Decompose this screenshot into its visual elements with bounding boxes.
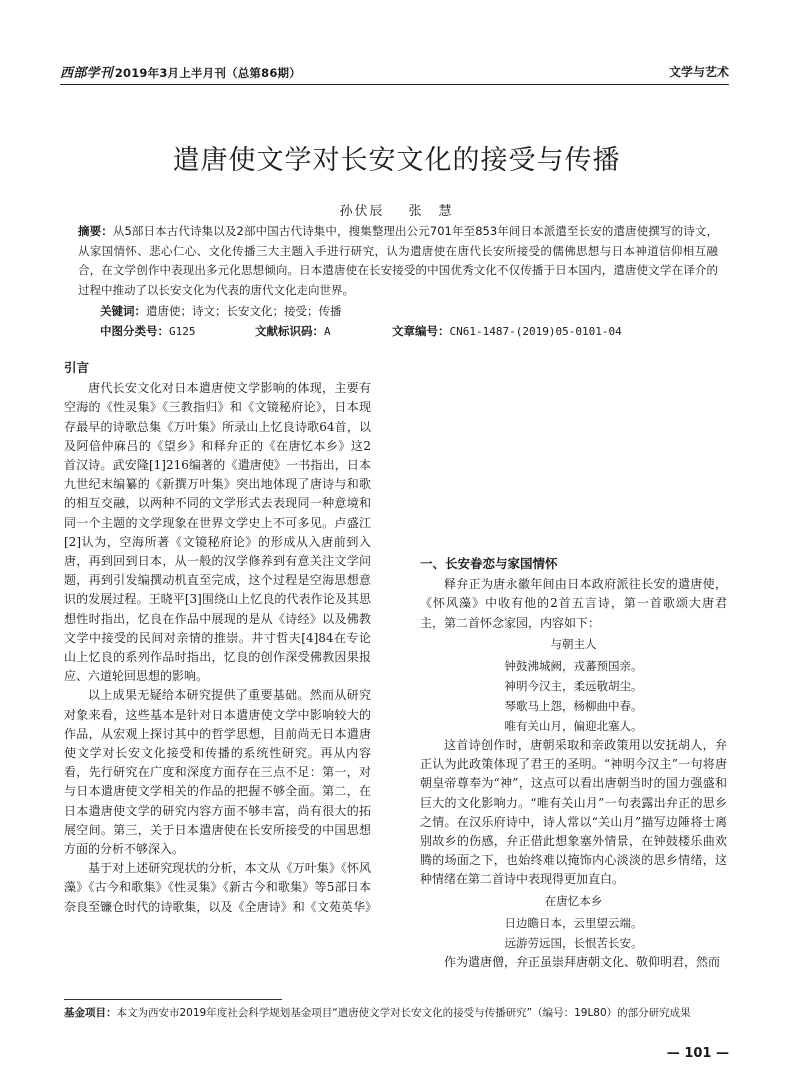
poem-line: 琴歌马上怨，杨柳曲中春。 [504,699,643,714]
footnote-text: 本文为西安市2019年度社会科学规划基金项目“遣唐使文学对长安文化的接受与传播研究”（编号：19L80）的部分研究成果 [116,1007,691,1019]
article-title: 遣唐使文学对长安文化的接受与传播 [172,145,621,176]
footnote-label: 基金项目： [64,1007,117,1019]
body-column-right [420,358,727,972]
abstract-text: 从5部日本古代诗集以及2部中国古代诗集中，搜集整理出公元701年至853年间日本派遣至长安的遣唐使撰写的诗文，从家国情怀、悲心仁心、文化传播三大主题入手进行研究，认为遣唐使在唐代长安所接受的儒佛思想与日本神道信仰相互融合，在文学创作中表现出多元化思想倾向。日本遣唐使在长安接受的中国优秀文化不仅传播于日本国内，遣唐使文学在译介的过程中推动了以长安文化为代表的唐代文化走向世界。 [78,224,719,297]
poem-line: 日边瞻日本，云里望云端。 [504,915,643,930]
intro-paragraph-1: 唐代长安文化对日本遣唐使文学影响的体现，主要有空海的《性灵集》《三教指归》和《文镜秘府论》，日本现存最早的诗歌总集《万叶集》所录山上忆良诗歌64首，以及阿倍仲麻吕的《望乡》和释弁正的《在唐忆本乡》这2首汉诗。武安隆[1]216编著的《遣唐使》一书指出，日本九世纪末编纂的《新撰万叶集》突出地体现了唐诗与和歌的相互交融，以两种不同的文学形式去表现同一种意境和同一个主题的文学现象在世界文学史上不可多见。卢盛江[2]认为，空海所著《文镜秘府论》的形成从入唐前到入唐，再到回到日本，从一般的汉学修养到有意关注文学问题，再到引发编撰动机直至完成，这个过程是空海思想意识的发展过程。王晓平[3]围绕山上忆良的代表作论及其思想性时指出，忆良在作品中展现的是从《诗经》以及佛教文学中接受的民间对亲情的推崇。井寸哲夫[4]84在专论山上忆良的系列作品时指出，忆良的创作深受佛教因果报应、六道轮回思想的影响。 [64,381,371,684]
footnote-rule [64,999,282,1000]
body-column-left [64,358,371,916]
doc-code-value: A [324,325,331,338]
article-number-label: 文章编号： [392,324,450,338]
author-line [0,200,793,219]
poem-1-title: 与朝主人 [550,636,597,651]
section-1-heading: 一、长安眷恋与家国情怀 [420,556,558,571]
section-1-paragraph-3: 作为遣唐僧，弁正虽崇拜唐朝文化、敬仰明君，然而 [444,954,721,969]
abstract [78,222,718,300]
keywords [100,303,342,319]
funding-footnote [64,1005,726,1021]
running-header [60,58,729,85]
poem-line: 远游劳远国，长恨苦长安。 [504,935,643,950]
article-number [392,323,622,339]
clc-label: 中图分类号： [100,324,169,338]
keywords-text: 遣唐使；诗文；长安文化；接受；传播 [146,304,342,318]
keywords-label: 关键词： [100,304,146,318]
clc-value: G125 [169,325,196,338]
author-name: 张 慧 [408,204,454,219]
intro-paragraph-3: 基于对上述研究现状的分析，本文从《万叶集》《怀风藻》《古今和歌集》《性灵集》《新古今和歌集》等5部日本奈良至镰仓时代的诗歌集，以及《全唐诗》和《文苑英华》 [64,861,371,914]
issue-info: 2019年3月上半月刊（总第86期） [114,66,301,80]
section-1-paragraph-1: 释弁正为唐永徽年间由日本政府派往长安的遣唐使，《怀风藻》中收有他的2首五言诗，第一首歌颂大唐君主，第二首怀念家园，内容如下： [420,577,727,630]
section-1-paragraph-2: 这首诗创作时，唐朝采取和亲政策用以安抚胡人，弁正认为此政策体现了君王的圣明。“神明今汉主”一句将唐朝皇帝尊奉为“神”，这点可以看出唐朝当时的国力强盛和巨大的文化影响力。“唯有关山月”一句表露出弁正的思乡之情。在汉乐府诗中，诗人常以“关山月”描写边陲将士离别故乡的伤感，弁正借此想象塞外情景，在钟鼓楼乐曲欢腾的场面之下，也始终难以掩饰内心淡淡的思乡情绪，这种情绪在第二首诗中表现得更加直白。 [420,738,727,887]
poem-line: 唯有关山月，偏迎北塞人。 [504,719,643,734]
poem-line: 神明今汉主，柔远敬胡尘。 [504,679,643,694]
section-name: 文学与艺术 [668,65,729,79]
doc-code [255,323,331,339]
clc [100,323,196,339]
journal-issue-line [60,62,301,81]
doc-code-label: 文献标识码： [255,324,324,338]
page-number: — 101 — [666,1046,729,1061]
poem-line: 钟鼓沸城阙，戎蕃预国亲。 [504,659,643,674]
intro-heading: 引言 [64,360,90,375]
author-name: 孙伏辰 [339,204,385,219]
journal-logo: 西部学刊 [60,66,113,81]
article-number-value: CN61-1487-(2019)05-0101-04 [449,325,622,338]
intro-paragraph-2: 以上成果无疑给本研究提供了重要基础。然而从研究对象来看，这些基本是针对日本遣唐使文学中影响较大的作品，从宏观上探讨其中的哲学思想，目前尚无日本遣唐使文学对长安文化接受和传播的系统性研究。再从内容看，先行研究在广度和深度方面存在三点不足：第一，对与日本遣唐使文学相关的作品的把握不够全面。第二，在日本遣唐使文学的研究内容方面不够丰富，尚有很大的拓展空间。第三，关于日本遣唐使在长安所接受的中国思想方面的分析不够深入。 [64,688,371,857]
poem-2-title: 在唐忆本乡 [544,893,603,908]
abstract-label: 摘要： [78,224,113,238]
